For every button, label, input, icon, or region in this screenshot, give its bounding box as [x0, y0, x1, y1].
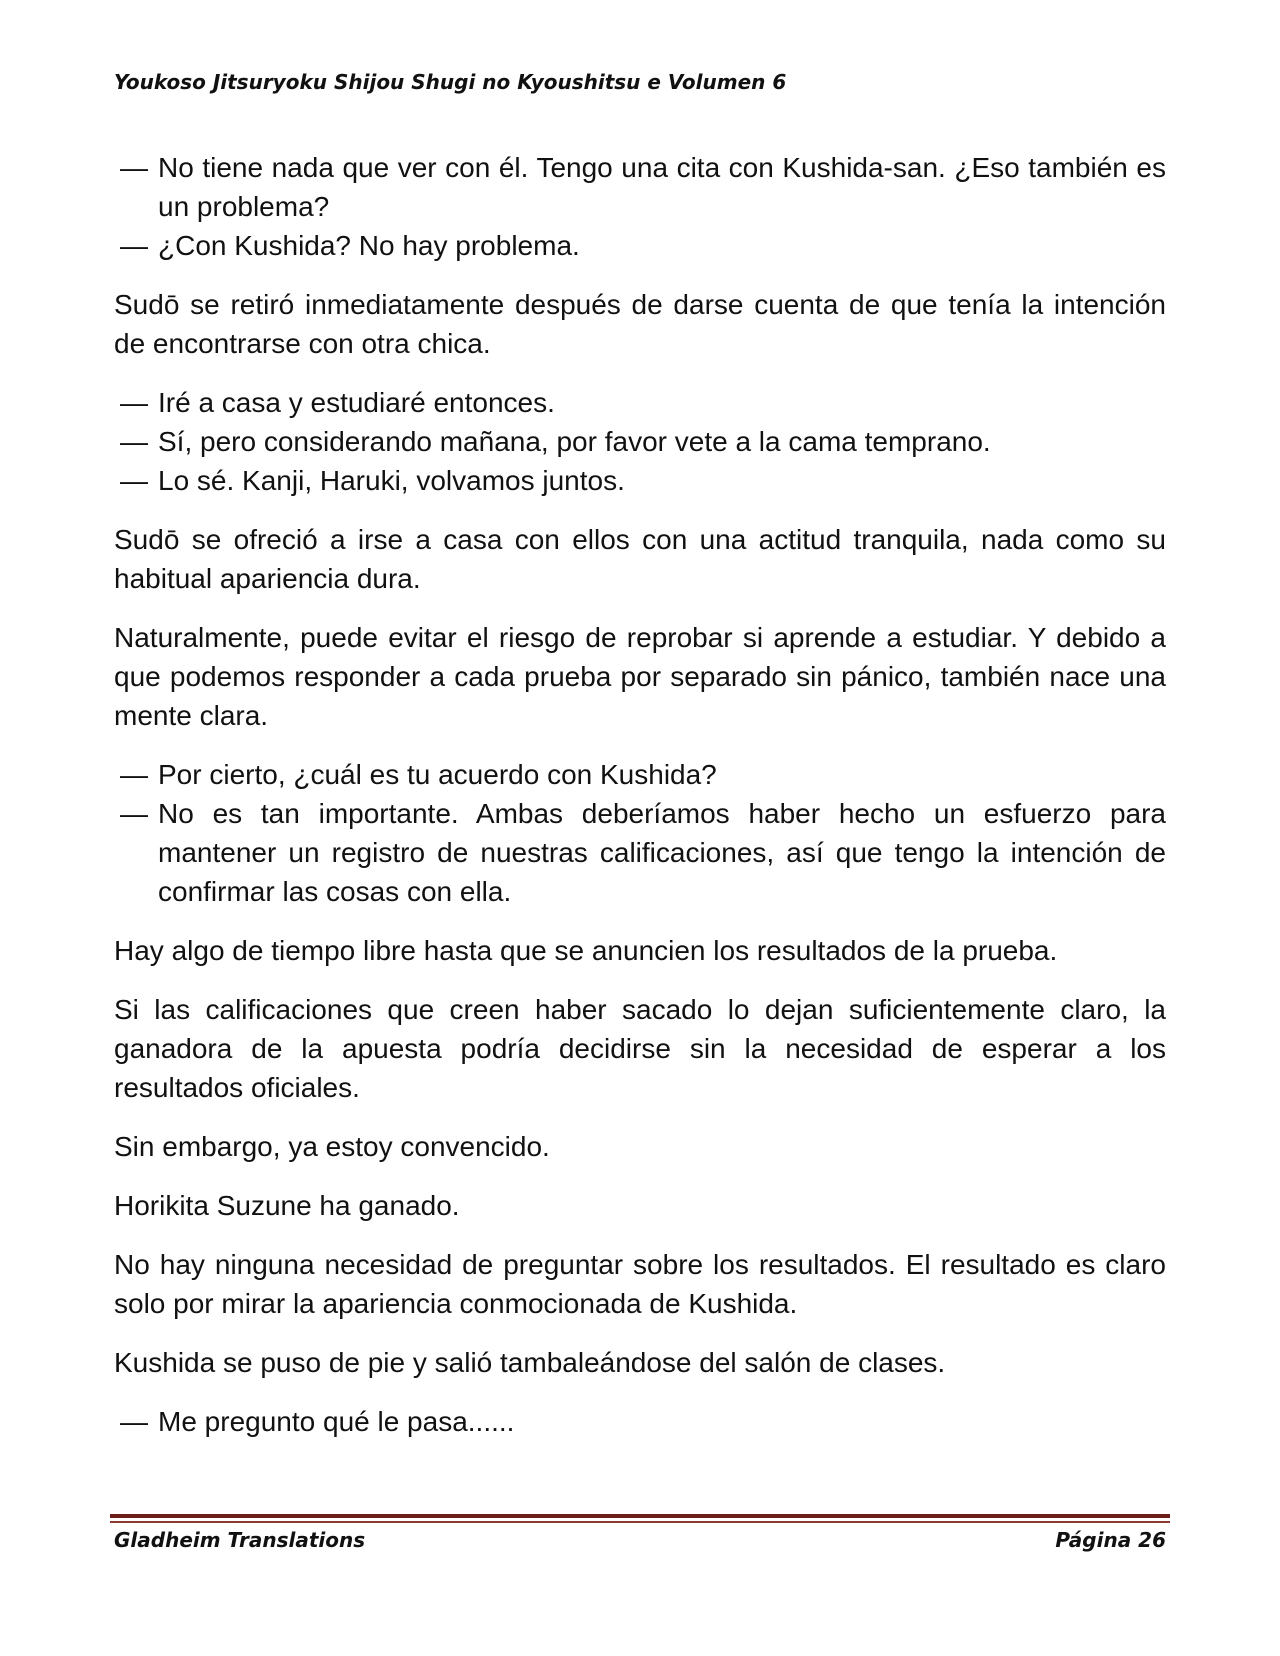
dialog-dash: — [120, 152, 148, 183]
dialog-line [114, 422, 1166, 461]
paragraph: Horikita Suzune ha ganado. [114, 1190, 460, 1221]
dialog-line [114, 461, 1166, 500]
dialog-text: No tiene nada que ver con él. Tengo una cita con Kushida-san. ¿Eso también es un problema? [158, 152, 1166, 222]
page-number: Página 26 [1055, 1528, 1166, 1552]
running-header: Youkoso Jitsuryoku Shijou Shugi no Kyoushitsu e Volumen 6 [114, 70, 787, 94]
footer-divider [110, 1514, 1170, 1518]
dialog-line [114, 1402, 1166, 1441]
paragraph: No hay ninguna necesidad de preguntar sobre los resultados. El resultado es claro solo por mirar la apariencia conmocionada de Kushida. [114, 1249, 1166, 1319]
footer-divider-thin [110, 1521, 1170, 1523]
paragraph: Si las calificaciones que creen haber sacado lo dejan suficientemente claro, la ganadora de la apuesta podría decidirse sin la necesidad de esperar a los resultados oficiales. [114, 994, 1166, 1103]
dialog-line [114, 383, 1166, 422]
dialog-line [114, 148, 1166, 226]
dialog-dash: — [120, 426, 148, 457]
dialog-text: Lo sé. Kanji, Haruki, volvamos juntos. [158, 465, 625, 496]
dialog-text: Me pregunto qué le pasa...... [158, 1406, 515, 1437]
dialog-dash: — [120, 465, 148, 496]
paragraph: Naturalmente, puede evitar el riesgo de reprobar si aprende a estudiar. Y debido a que podemos responder a cada prueba por separado sin pánico, también nace una mente clara. [114, 622, 1166, 731]
paragraph: Hay algo de tiempo libre hasta que se anuncien los resultados de la prueba. [114, 935, 1058, 966]
dialog-line [114, 226, 1166, 265]
dialog-dash: — [120, 798, 148, 829]
footer-publisher: Gladheim Translations [114, 1528, 366, 1552]
dialog-line [114, 794, 1166, 911]
dialog-dash: — [120, 230, 148, 261]
dialog-block [114, 148, 1166, 265]
paragraph: Sudō se ofreció a irse a casa con ellos con una actitud tranquila, nada como su habitual apariencia dura. [114, 524, 1166, 594]
paragraph: Sudō se retiró inmediatamente después de darse cuenta de que tenía la intención de encontrarse con otra chica. [114, 289, 1166, 359]
dialog-block [114, 755, 1166, 911]
dialog-block [114, 1402, 1166, 1441]
paragraph: Kushida se puso de pie y salió tambaleándose del salón de clases. [114, 1347, 946, 1378]
page-body [114, 148, 1166, 1461]
dialog-text: ¿Con Kushida? No hay problema. [158, 230, 580, 261]
dialog-text: Sí, pero considerando mañana, por favor vete a la cama temprano. [158, 426, 991, 457]
dialog-dash: — [120, 387, 148, 418]
dialog-line [114, 755, 1166, 794]
paragraph: Sin embargo, ya estoy convencido. [114, 1131, 550, 1162]
dialog-block [114, 383, 1166, 500]
dialog-text: Iré a casa y estudiaré entonces. [158, 387, 555, 418]
dialog-text: Por cierto, ¿cuál es tu acuerdo con Kushida? [158, 759, 717, 790]
dialog-text: No es tan importante. Ambas deberíamos haber hecho un esfuerzo para mantener un registro de nuestras calificaciones, así que tengo la intención de confirmar las cosas con ella. [158, 798, 1166, 907]
dialog-dash: — [120, 1406, 148, 1437]
dialog-dash: — [120, 759, 148, 790]
